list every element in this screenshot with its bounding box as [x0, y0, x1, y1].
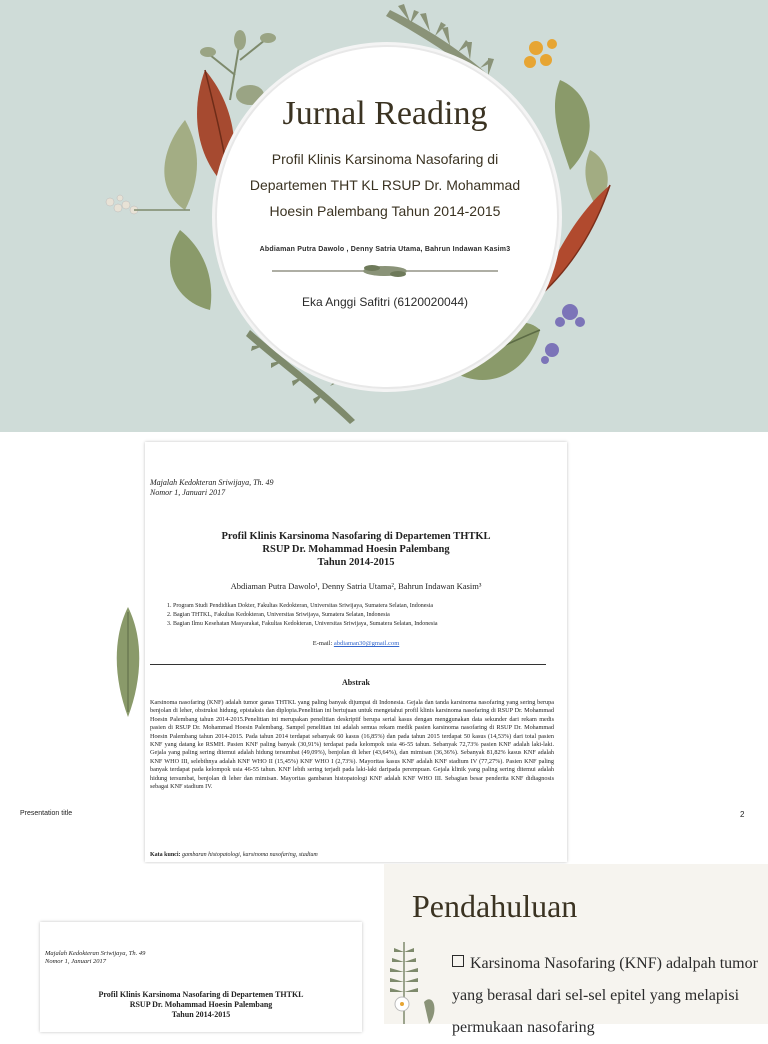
fern-decoration	[384, 942, 444, 1024]
journal-affiliations: 1. Program Studi Pendidikan Dokter, Fakultas Kedokteran, Universitas Sriwijaya, Sumatera Selatan, Indonesia 2. Bagian THTKL, Fakultas Kedokteran, Universitas Sriwijaya, Sumatera Selatan, Indonesia 3. Bagian Ilmu Kesehatan Masyarakat, Fakultas Kedokteran, Universitas Sriwijaya, Sumatera Selatan, Indonesia	[167, 603, 438, 627]
section-heading: Pendahuluan	[412, 888, 578, 924]
abstract-heading: Abstrak	[341, 678, 370, 687]
page-number: 2	[740, 810, 745, 819]
email-link[interactable]: abdiaman30@gmail.com	[333, 640, 400, 647]
journal-page-image	[145, 442, 567, 862]
journal-name: Majalah Kedokteran Sriwijaya, Th. 49 Nomor 1, Januari 2017	[150, 478, 274, 497]
bullet-point: Karsinoma Nasofaring (KNF) adalpah tumor yang berasal dari sel-sel epitel yang melapisi permukaan nasofaring	[452, 955, 758, 1036]
journal-name: Majalah Kedokteran Sriwijaya, Th. 49 Nomor 1, Januari 2017	[45, 950, 146, 965]
journal-authors: Abdiaman Putra Dawolo¹, Denny Satria Utama², Bahrun Indawan Kasim³	[230, 581, 482, 591]
paper-title: Profil Klinis Karsinoma Nasofaring di Departemen THT KL RSUP Dr. Mohammad Hoesin Palembang Tahun 2014-2015	[249, 151, 521, 219]
slide-footer: Presentation title	[20, 810, 73, 817]
journal-article-title: Profil Klinis Karsinoma Nasofaring di Departemen THTKL RSUP Dr. Mohammad Hoesin Palembang Tahun 2014-2015	[98, 990, 304, 1019]
paper-slide	[0, 432, 768, 864]
separator-line	[150, 664, 546, 665]
paper-authors: Abdiaman Putra Dawolo , Denny Satria Utama, Bahrun Indawan Kasim3	[259, 246, 511, 253]
title-slide	[0, 0, 768, 432]
presenter-name: Eka Anggi Safitri (6120020044)	[301, 295, 469, 309]
journal-email: E-mail: abdiaman30@gmail.com	[312, 640, 400, 647]
journal-article-title: Profil Klinis Karsinoma Nasofaring di Departemen THTKL RSUP Dr. Mohammad Hoesin Palembang Tahun 2014-2015	[221, 531, 491, 568]
journal-page-thumbnail	[40, 922, 362, 1032]
checkbox-bullet-icon	[452, 955, 464, 967]
abstract-text: Karsinoma nasofaring (KNF) adalah tumor ganas THTKL yang paling banyak dijumpai di Indonesia. Gejala dan tanda karsinoma nasofaring yang sering berupa benjolan di leher, obstruksi hidung, epistaksis dan diplopia.Penelitian ini bertujuan untuk mengetahui profil klinis karsinoma nasofaring di RSUP Dr. Mohammad Hoesin Palembang tahun 2014-2015.Penelitian ini merupakan penelitian deskriptif berupa serial kasus dengan menggunakan data sekunder dari rekam medis pasien di RSUP Dr. Mohammad Hoesin Palembang. Sampel penelitian ini adalah semua rekam medik pasien karsinoma nasofaring di RSUP Dr. Mohammad Hoesin Palembang tahun 2014-2015. Pada tahun 2014 terdapat sebanyak 60 kasus (16,85%) dan pada tahun 2015 terdapat 50 kasus (14,53%) dari total pasien KNF yang datang ke RSMH. Pasien KNF paling banyak (30,91%) terdapat pada kelompok usia 46-55 tahun. Sebanyak 72,73% pasien KNF adalah laki-laki. Gejala yang paling sering ditemui adalah hidung tersumbat (49,09%), benjolan di leher (43,64%), dan mimisan (36,36%). Sebanyak 81,82% kasus KNF adalah KNF WHO III, selebihnya adalah KNF WHO II (15,45%) KNF WHO I (2,73%). Mayoritas kasus KNF adalah KNF stadium IV (77,27%). Pasien KNF paling banyak terdapat pada kelompok usia 46-55 tahun. KNF lebih sering terjadi pada laki-laki daripada perempuan. Gejala klinik yang paling sering ditemui adalah hidung tersumbat, benjolan di leher dan mimisan. Mayoritas gambaran histopatologi KNF adalah KNF WHO III. Sebagian besar penderita KNF didiagnosis sebagai KNF stadium IV.	[150, 699, 554, 791]
keywords: Kata kunci: gambaran histopatologi, karsinoma nasofaring, stadium	[150, 852, 318, 858]
leaf-divider	[272, 265, 498, 277]
introduction-slide	[0, 864, 768, 1036]
left-panel	[0, 864, 384, 1024]
slide-title: Jurnal Reading	[282, 95, 488, 132]
leaf-decoration	[108, 607, 148, 717]
